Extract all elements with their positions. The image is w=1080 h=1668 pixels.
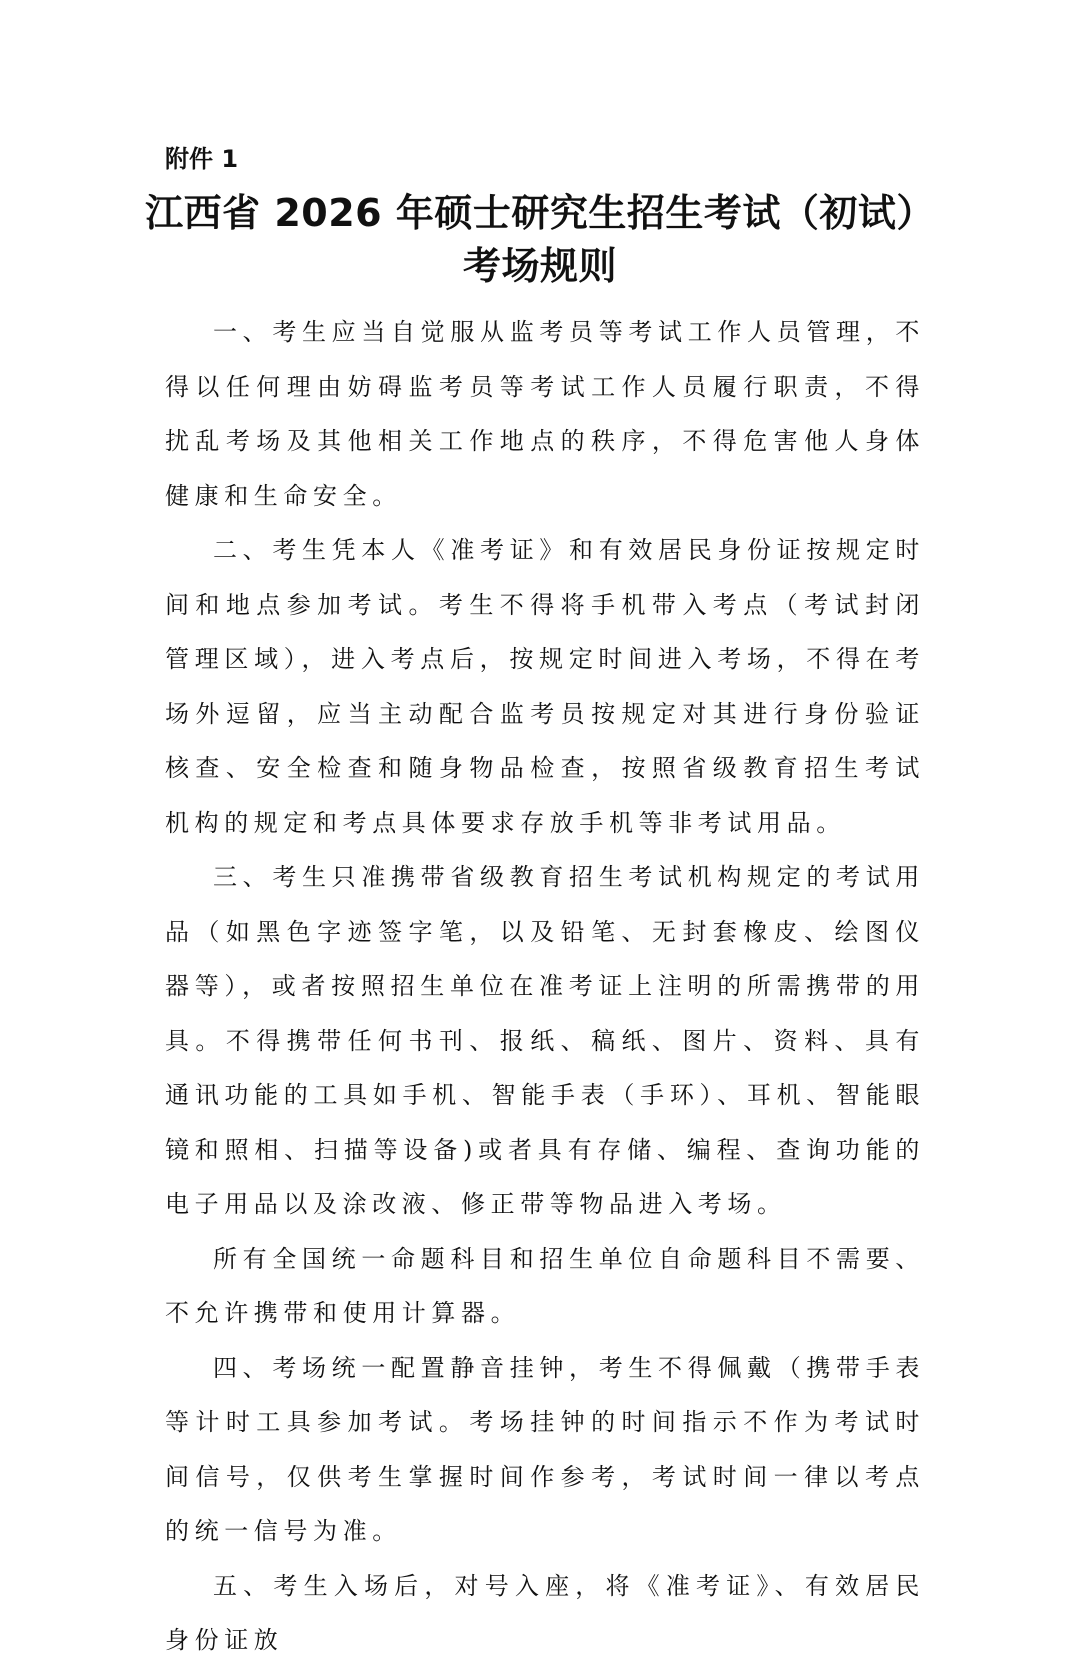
- attachment-label: 附件 1: [165, 145, 239, 173]
- document-body: [165, 305, 925, 1668]
- rule-paragraph-5: 五、考生入场后，对号入座，将《准考证》、有效居民身份证放: [165, 1571, 925, 1654]
- rule-paragraph-2: 二、考生凭本人《准考证》和有效居民身份证按规定时间和地点参加考试。考生不得将手机带入考点（考试封闭管理区域），进入考点后，按规定时间进入考场，不得在考场外逗留，应当主动配合监考员按规定对其进行身份验证核查、安全检查和随身物品检查，按照省级教育招生考试机构的规定和考点具体要求存放手机等非考试用品。: [165, 536, 925, 837]
- rule-paragraph-calculator: 所有全国统一命题科目和招生单位自命题科目不需要、不允许携带和使用计算器。: [165, 1244, 925, 1327]
- rule-paragraph-3: 三、考生只准携带省级教育招生考试机构规定的考试用品（如黑色字迹签字笔，以及铅笔、无封套橡皮、绘图仪器等），或者按照招生单位在准考证上注明的所需携带的用具。不得携带任何书刊、报纸、稿纸、图片、资料、具有通讯功能的工具如手机、智能手表（手环）、耳机、智能眼镜和照相、扫描等设备)或者具有存储、编程、查询功能的电子用品以及涂改液、修正带等物品进入考场。: [165, 863, 925, 1218]
- document-title-line-1: 江西省 2026 年硕士研究生招生考试（初试）: [145, 191, 935, 235]
- document-title-line-2: 考场规则: [462, 244, 617, 288]
- rule-paragraph-4: 四、考场统一配置静音挂钟，考生不得佩戴（携带手表等计时工具参加考试。考场挂钟的时间指示不作为考试时间信号，仅供考生掌握时间作参考，考试时间一律以考点的统一信号为准。: [165, 1353, 925, 1545]
- rule-paragraph-1: 一、考生应当自觉服从监考员等考试工作人员管理，不得以任何理由妨碍监考员等考试工作人员履行职责，不得扰乱考场及其他相关工作地点的秩序，不得危害他人身体健康和生命安全。: [165, 318, 925, 510]
